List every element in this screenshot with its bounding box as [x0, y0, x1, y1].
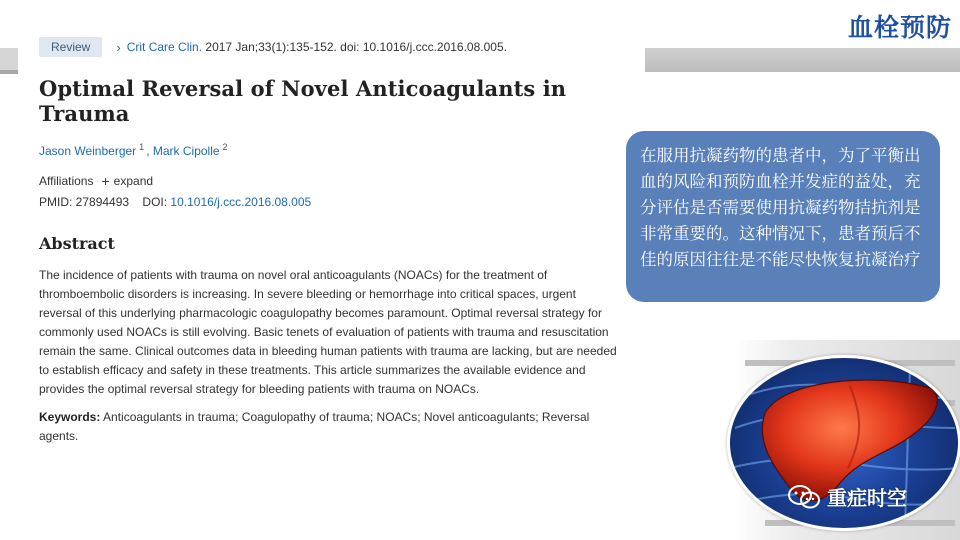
author-link[interactable]: Jason Weinberger: [39, 144, 137, 158]
keywords-list: Anticoagulants in trauma; Coagulopathy of trauma; NOACs; Novel anticoagulants; Reversal agents.: [39, 410, 590, 443]
journal-citation: [116, 40, 507, 55]
identifiers-row: [39, 195, 629, 209]
expand-toggle[interactable]: expand: [113, 174, 154, 188]
header-band-right: [645, 48, 960, 72]
callout-box: [626, 131, 940, 302]
abstract-text: The incidence of patients with trauma on novel oral anticoagulants (NOACs) for the treatment of thromboembolic disorders is increasing. In severe bleeding or hemorrhage into critical spaces, urgent reversal of this underlying pharmacologic coagulopathy becomes paramount. Optimal reversal strategy for commonly used NOACs is still evolving. Basic tenets of evaluation of patients with trauma and resuscitation remain the same. Clinical outcomes data in bleeding human patients with trauma are lacking, but are needed to establish efficacy and safety in these treatments. This article summarizes the available evidence and provides the optimal reversal strategy for bleeding patients with trauma on NOACs.: [39, 268, 617, 396]
doi-link[interactable]: 10.1016/j.ccc.2016.08.005: [170, 195, 312, 209]
author-affil-number: 1: [139, 142, 145, 152]
doi-label: DOI:: [142, 195, 168, 209]
pmid: PMID: 27894493: [39, 195, 130, 209]
citation-row: [39, 36, 629, 58]
article-type-badge: Review: [39, 37, 102, 57]
citation-details: 2017 Jan;33(1):135-152. doi: 10.1016/j.ccc.2016.08.005.: [205, 40, 507, 54]
paper-screenshot: [39, 36, 629, 446]
header-strip-left: [0, 70, 18, 74]
keywords-label: Keywords:: [39, 410, 101, 424]
watermark-text: 重症时空: [827, 486, 907, 510]
affiliations-label: Affiliations: [39, 174, 94, 188]
author-link[interactable]: Mark Cipolle: [152, 144, 220, 158]
abstract-heading: Abstract: [39, 234, 115, 253]
callout-text: 在服用抗凝药物的患者中，为了平衡出血的风险和预防血栓并发症的益处，充分评估是否需要使用抗凝药物拮抗剂是非常重要的。这种情况下，患者预后不佳的原因往往是不能尽快恢复抗凝治疗: [640, 146, 921, 269]
author-list: Jason Weinberger $^1$ , Mark Cipolle $^2$: [39, 142, 228, 158]
keywords: [39, 408, 624, 446]
header-band-left: [0, 48, 18, 72]
plus-icon: +: [101, 173, 110, 189]
paper-title: Optimal Reversal of Novel Anticoagulants in Trauma: [39, 76, 567, 126]
journal-link[interactable]: Crit Care Clin.: [126, 40, 203, 54]
affiliations-row[interactable]: [39, 173, 629, 189]
watermark: [787, 482, 907, 511]
slide-title: 血栓预防: [847, 13, 952, 42]
author-affil-number: 2: [222, 142, 228, 152]
chevron-right-icon: ›: [116, 39, 121, 55]
wechat-icon: [787, 484, 821, 510]
